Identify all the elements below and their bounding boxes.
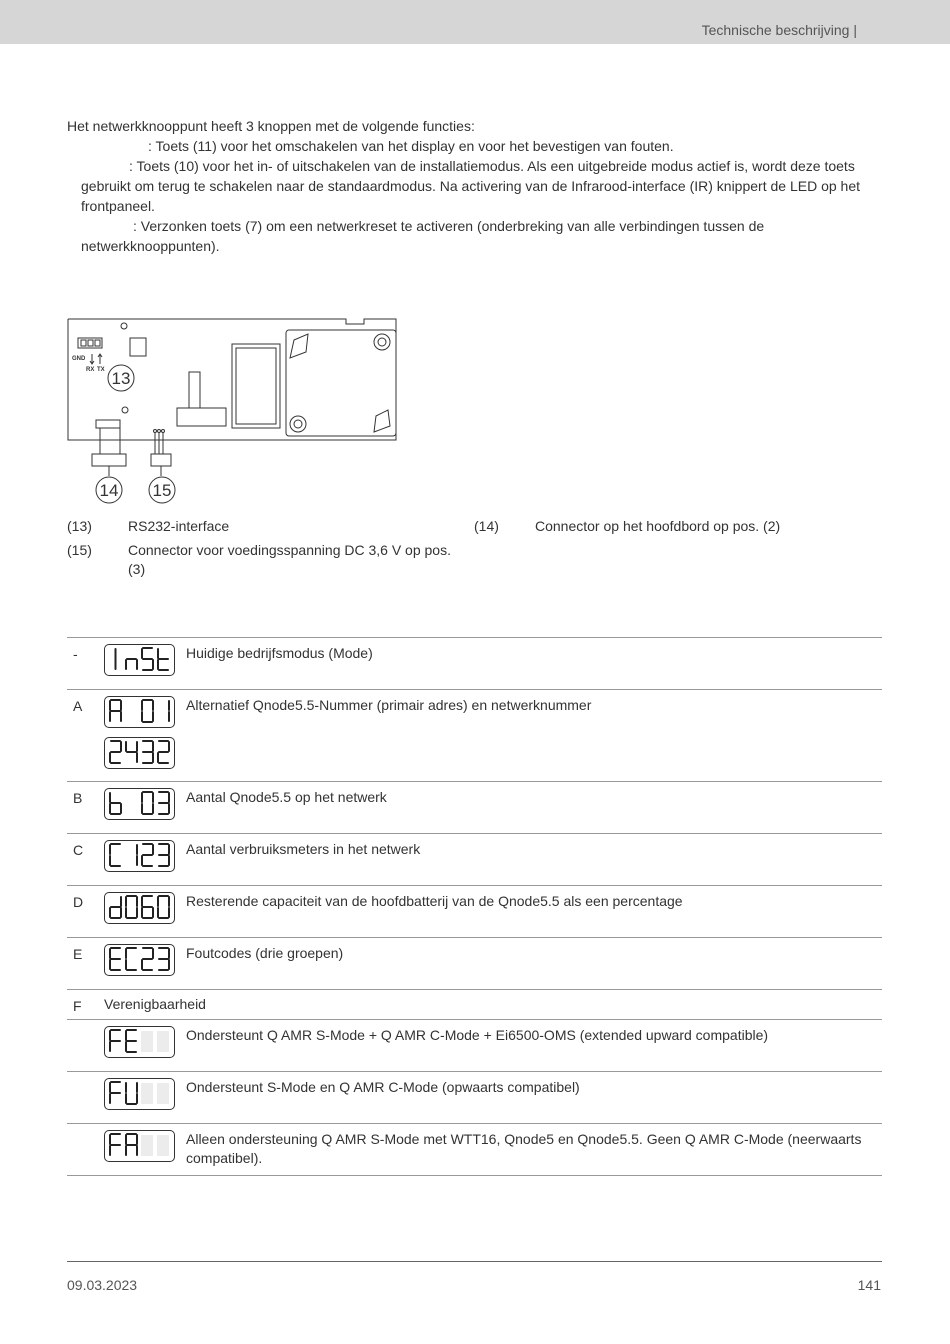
intro-line-2: : Toets (11) voor het omschakelen van het display en voor het bevestigen van fouten. xyxy=(148,138,674,154)
board-diagram xyxy=(66,314,400,508)
header-title: Technische beschrijving | xyxy=(701,22,857,38)
footer-rule xyxy=(67,1261,882,1262)
mode-letter: - xyxy=(73,646,78,662)
mode-description: Aantal verbruiksmeters in het netwerk xyxy=(186,841,421,857)
terminal-rx-label: RX xyxy=(86,367,95,373)
mode-row-e xyxy=(67,937,882,989)
mode-description: Resterende capaciteit van de hoofdbatterij van de Qnode5.5 als een percentage xyxy=(186,893,683,909)
legend-item-14 xyxy=(474,517,874,537)
terminal-tx-label: TX xyxy=(97,367,105,373)
mode-description: Aantal Qnode5.5 op het netwerk xyxy=(186,789,387,805)
callout-13: 13 xyxy=(111,369,131,388)
lcd-display xyxy=(104,644,175,676)
compat-description: Alleen ondersteuning Q AMR S-Mode met WTT16, Qnode5 en Qnode5.5. Geen Q AMR C-Mode (neerwaarts compatibel). xyxy=(186,1131,862,1166)
mode-description: Foutcodes (drie groepen) xyxy=(186,945,344,961)
compat-row-fu xyxy=(67,1071,882,1123)
lcd-display xyxy=(104,840,175,872)
legend-item-15 xyxy=(67,541,467,581)
legend-text: Connector op het hoofdbord op pos. (2) xyxy=(535,518,781,534)
compatibility-heading: Verenigbaarheid xyxy=(104,996,206,1012)
compat-description: Ondersteunt Q AMR S-Mode + Q AMR C-Mode + Ei6500-OMS (extended upward compatible) xyxy=(186,1027,769,1043)
legend-item-13 xyxy=(67,517,467,537)
compat-description: Ondersteunt S-Mode en Q AMR C-Mode (opwaarts compatibel) xyxy=(186,1079,580,1095)
intro-line-1: Het netwerkknooppunt heeft 3 knoppen met de volgende functies: xyxy=(67,118,475,134)
mode-row-f-header xyxy=(67,989,882,1019)
intro-text xyxy=(67,116,867,256)
mode-table xyxy=(67,637,882,1176)
intro-line-3: : Toets (10) voor het in- of uitschakelen van de installatiemodus. Als een uitgebreide modus actief is, wordt deze toets gebruikt om terug te schakelen naar de standaardmodus. Na activering van de Infrarood-interface (IR) knippert de LED op het frontpaneel. xyxy=(81,158,860,214)
legend-number: (13) xyxy=(67,518,92,534)
page-number: 141 xyxy=(857,1277,881,1293)
mode-row-a xyxy=(67,689,882,781)
mode-row-d xyxy=(67,885,882,937)
terminal-gnd-label: GND xyxy=(72,356,86,362)
mode-letter: E xyxy=(73,946,83,962)
mode-row-b xyxy=(67,781,882,833)
lcd-display xyxy=(104,892,175,924)
legend-number: (15) xyxy=(67,542,92,558)
lcd-display xyxy=(104,696,175,728)
legend-number: (14) xyxy=(474,518,499,534)
lcd-display xyxy=(104,737,175,769)
mode-row-c xyxy=(67,833,882,885)
mode-letter: F xyxy=(73,998,82,1014)
mode-letter: D xyxy=(73,894,84,910)
mode-letter: C xyxy=(73,842,84,858)
mode-description: Alternatief Qnode5.5-Nummer (primair adres) en netwerknummer xyxy=(186,697,592,713)
mode-row-current xyxy=(67,637,882,689)
lcd-display xyxy=(104,788,175,820)
mode-description: Huidige bedrijfsmodus (Mode) xyxy=(186,645,373,661)
lcd-display xyxy=(104,1026,175,1058)
footer-date: 09.03.2023 xyxy=(67,1277,138,1293)
lcd-display xyxy=(104,1078,175,1110)
legend-text: Connector voor voedingsspanning DC 3,6 V op pos. (3) xyxy=(128,542,451,577)
mode-letter: B xyxy=(73,790,83,806)
callout-15: 15 xyxy=(152,481,172,500)
intro-line-4: : Verzonken toets (7) om een netwerkreset te activeren (onderbreking van alle verbindingen tussen de netwerkknooppunten). xyxy=(81,218,765,254)
compat-row-fe xyxy=(67,1019,882,1071)
callout-14: 14 xyxy=(99,481,119,500)
lcd-display xyxy=(104,944,175,976)
lcd-display xyxy=(104,1130,175,1162)
mode-letter: A xyxy=(73,698,83,714)
legend-text: RS232-interface xyxy=(128,518,230,534)
compat-row-fa xyxy=(67,1123,882,1176)
